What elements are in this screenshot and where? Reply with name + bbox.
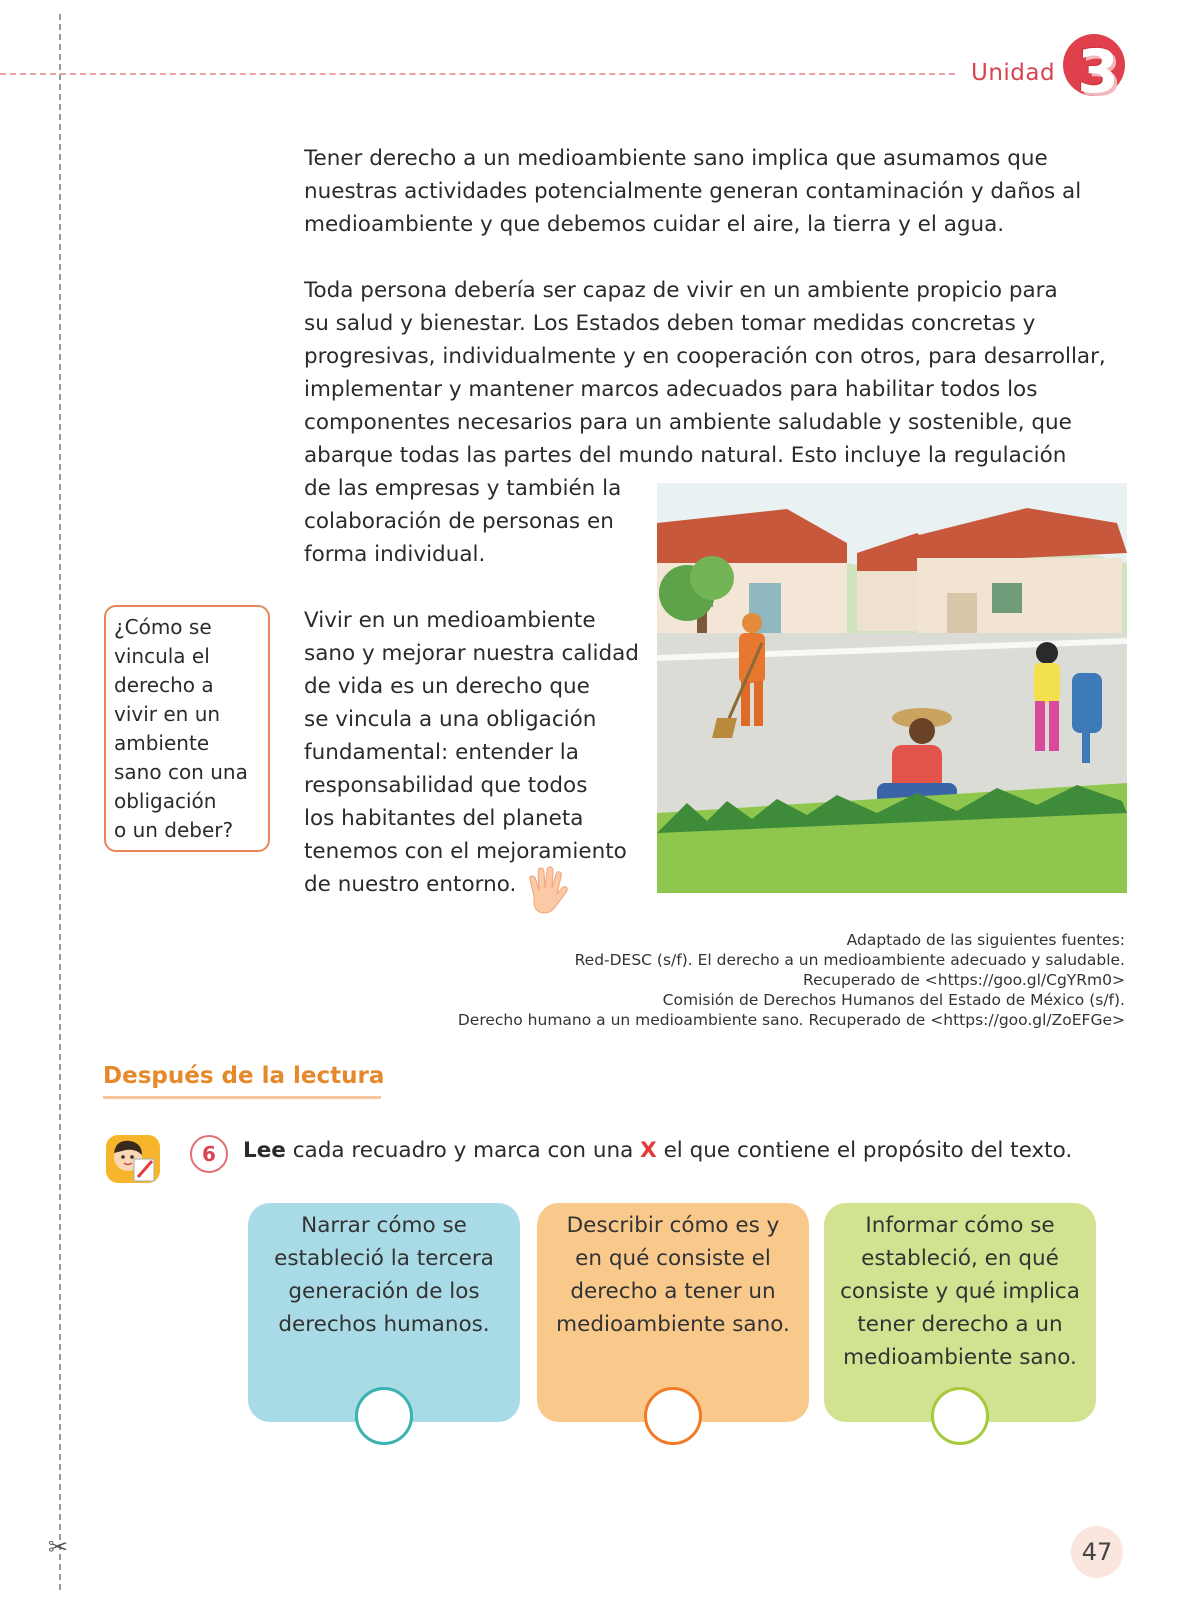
answer-circle-narrar[interactable] xyxy=(355,1387,413,1445)
unit-number: 3 xyxy=(1077,37,1119,107)
option-card-narrar: Narrar cómo se estableció la tercera generación de los derechos humanos. xyxy=(248,1203,520,1422)
activity-instruction: Lee cada recuadro y marca con una X el que contiene el propósito del texto. xyxy=(243,1138,1073,1163)
sources-citation: Adaptado de las siguientes fuentes: Red-DESC (s/f). El derecho a un medioambiente adecuado y saludable. Recuperado de <https://goo.gl/CgYRm0> Comisión de Derechos Humanos del Estado de México (s/f). Derecho humano a un medioambiente sano. Recuperado de <https://goo.gl/ZoEFGe> xyxy=(457,931,1125,1029)
answer-circle-describir[interactable] xyxy=(644,1387,702,1445)
option-card-informar: Informar cómo se estableció, en qué consiste y qué implica tener derecho a un medioambiente sano. xyxy=(824,1203,1096,1422)
answer-circle-informar[interactable] xyxy=(931,1387,989,1445)
cut-guide-horizontal xyxy=(0,73,955,75)
reflection-question-box: ¿Cómo se vincula el derecho a vivir en un ambiente sano con una obligación o un deber? xyxy=(104,605,270,852)
paragraph-2-continued: de las empresas y también la colaboración de personas en forma individual. xyxy=(304,476,622,567)
heading-underline xyxy=(103,1096,381,1099)
unit-label: Unidad xyxy=(971,60,1056,86)
cut-guide-vertical xyxy=(59,14,61,1590)
community-cleaning-illustration xyxy=(657,483,1127,893)
section-heading: Después de la lectura xyxy=(103,1063,385,1089)
student-writing-icon xyxy=(104,1133,162,1185)
paragraph-2: Toda persona debería ser capaz de vivir en un ambiente propicio para su salud y bienestar. Los Estados deben tomar medidas concretas y progresivas, individualmente y en cooperación con otros, para desarrollar, implementar y mantener marcos adecuados para habilitar todos los componentes necesarios para un ambiente saludable y sostenible, que abarque todas las partes del mundo natural. Esto incluye la regulación xyxy=(304,278,1106,468)
paragraph-1: Tener derecho a un medioambiente sano implica que asumamos que nuestras actividades potencialmente generan contaminación y daños al medioambiente y que debemos cuidar el aire, la tierra y el agua. xyxy=(304,146,1082,237)
paragraph-3: Vivir en un medioambiente sano y mejorar nuestra calidad de vida es un derecho que se vincula a una obligación fundamental: entender la responsabilidad que todos los habitantes del planeta tenemos con el mejoramiento de nuestro entorno. xyxy=(304,608,639,897)
page-number: 47 xyxy=(1081,1538,1113,1566)
raised-hand-icon xyxy=(524,866,568,914)
scissors-icon: ✂ xyxy=(48,1533,69,1561)
option-card-describir: Describir cómo es y en qué consiste el derecho a tener un medioambiente sano. xyxy=(537,1203,809,1422)
activity-number: 6 xyxy=(190,1135,228,1173)
